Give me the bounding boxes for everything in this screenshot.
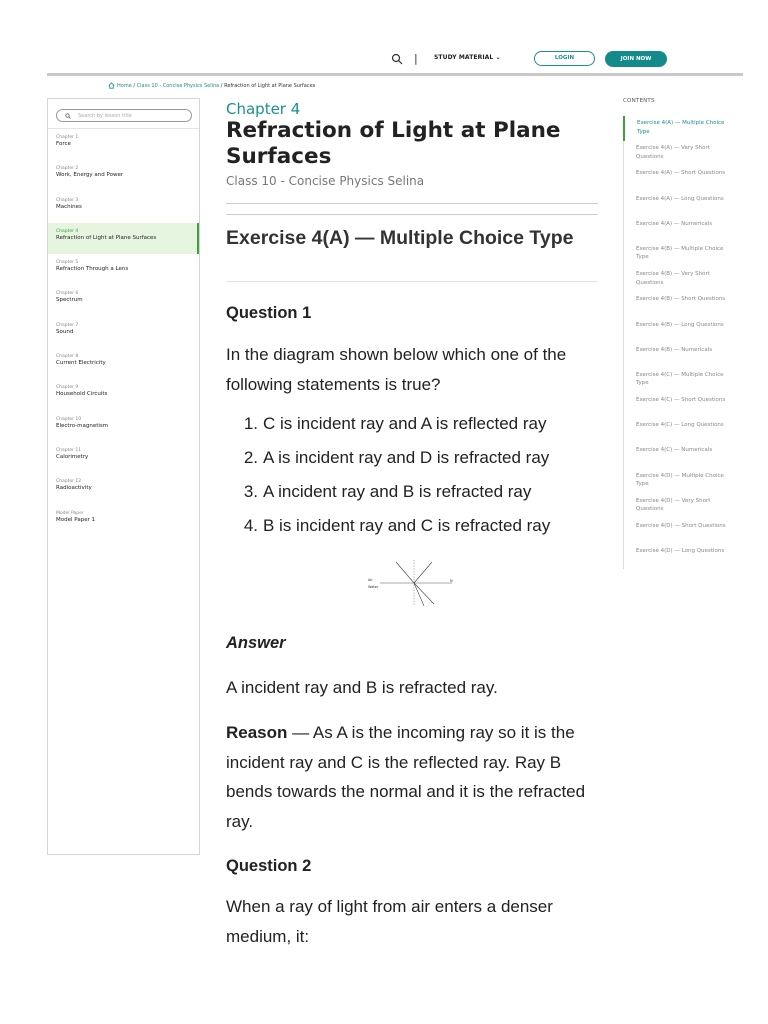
question-1-text: In the diagram shown below which one of the following statements is true? — [226, 345, 567, 394]
toc-item[interactable]: Exercise 4(C) — Numericals — [636, 447, 713, 454]
option-text: A incident ray and B is refracted ray — [263, 482, 532, 501]
header-divider — [47, 73, 743, 76]
chapter-number: Chapter 11 — [56, 447, 82, 453]
contents-heading: CONTENTS — [623, 98, 655, 104]
sidebar-item-chapter-1[interactable] — [48, 129, 199, 160]
home-icon[interactable] — [108, 82, 115, 89]
chapter-name: Spectrum — [56, 297, 83, 304]
sidebar-item-chapter-2[interactable] — [48, 160, 199, 191]
option-item: 1. C is incident ray and A is reflected ray — [243, 414, 547, 433]
toc-item[interactable]: Exercise 4(A) — Multiple Choice Type — [623, 116, 733, 141]
question-1-options — [226, 414, 598, 550]
sidebar-item-chapter-9[interactable] — [48, 379, 199, 410]
chapter-name: Machines — [56, 203, 82, 210]
chapter-number: Chapter 12 — [56, 479, 82, 485]
chapter-number: Chapter 5 — [56, 260, 79, 266]
chapter-list — [48, 128, 199, 536]
toc-item[interactable]: Exercise 4(C) — Multiple Choice Type — [636, 371, 724, 387]
nav-separator: | — [414, 52, 418, 65]
toc-item[interactable]: Exercise 4(A) — Very Short Questions — [636, 145, 710, 160]
chapter-number: Chapter 3 — [56, 197, 79, 203]
toc-item[interactable]: Exercise 4(B) — Numericals — [636, 346, 713, 353]
diagram-label-air: Air — [368, 578, 373, 582]
reason-body: — As A is the incoming ray so it is the incident ray and C is the reflected ray. Ray B bends towards the normal and it is the refracted ray. — [226, 723, 586, 831]
toc-item[interactable]: Exercise 4(D) — Long Questions — [636, 548, 725, 555]
option-text: B is incident ray and C is refracted ray — [263, 516, 551, 535]
sidebar-item-chapter-12[interactable] — [48, 473, 199, 504]
chapter-number: Chapter 7 — [56, 322, 79, 328]
chapter-name: Model Paper 1 — [56, 516, 96, 523]
toc-item[interactable]: Exercise 4(B) — Very Short Questions — [636, 271, 710, 286]
breadcrumb — [108, 82, 315, 89]
toc-item[interactable]: Exercise 4(A) — Long Questions — [636, 195, 724, 202]
study-material-menu[interactable]: STUDY MATERIAL ⌄ — [434, 54, 501, 61]
toc-item[interactable]: Exercise 4(C) — Long Questions — [636, 422, 724, 429]
toc-item[interactable]: Exercise 4(B) — Multiple Choice Type — [636, 245, 724, 261]
question-2-text: When a ray of light from air enters a denser medium, it: — [226, 897, 553, 946]
exercise-title: Exercise 4(A) — Multiple Choice Type — [226, 227, 574, 249]
question-1-heading: Question 1 — [226, 304, 312, 322]
chapter-number: Chapter 10 — [56, 416, 82, 422]
chapter-label: Chapter 4 — [226, 100, 301, 118]
sidebar-item-chapter-3[interactable] — [48, 192, 199, 223]
divider — [226, 281, 598, 282]
search-placeholder: Search by lesson title — [78, 113, 132, 119]
option-item: 2. A is incident ray and D is refracted ray — [243, 448, 550, 467]
page-title: Refraction of Light at Plane Surfaces — [226, 118, 561, 169]
chapter-name: Sound — [56, 328, 74, 335]
toc-item[interactable]: Exercise 4(D) — Short Questions — [636, 523, 726, 529]
chapter-number: Chapter 2 — [56, 166, 79, 172]
page-subtitle: Class 10 - Concise Physics Selina — [226, 174, 425, 188]
login-button[interactable]: LOGIN — [534, 51, 595, 66]
breadcrumb-home[interactable]: Home — [117, 83, 132, 89]
toc-item[interactable]: Exercise 4(B) — Long Questions — [636, 321, 724, 328]
option-text: A is incident ray and D is refracted ray — [263, 448, 550, 467]
sidebar-item-chapter-10[interactable] — [48, 411, 199, 442]
chapter-name: Force — [56, 141, 71, 147]
contents-list — [623, 116, 733, 569]
divider — [226, 214, 598, 215]
breadcrumb-sep: / — [219, 83, 225, 89]
toc-item[interactable]: Exercise 4(A) — Numericals — [636, 220, 713, 227]
chapter-number: Chapter 1 — [56, 135, 79, 140]
question-2-heading: Question 2 — [226, 857, 312, 875]
sidebar-item-chapter-7[interactable] — [48, 317, 199, 348]
breadcrumb-class[interactable]: Class 10 - Concise Physics Selina — [136, 83, 220, 89]
chapter-sidebar — [47, 98, 200, 855]
search-icon — [65, 113, 71, 119]
join-now-button[interactable]: JOIN NOW — [605, 51, 667, 67]
option-text: C is incident ray and A is reflected ray — [263, 414, 547, 433]
answer-heading: Answer — [226, 634, 286, 652]
sidebar-item-chapter-5[interactable] — [48, 254, 199, 285]
chapter-number: Model Paper — [56, 510, 84, 516]
toc-item[interactable]: Exercise 4(D) — Very Short Questions — [636, 497, 711, 513]
option-item: 3. A incident ray and B is refracted ray — [243, 482, 532, 501]
diagram-label-water: Water — [368, 585, 379, 589]
chapter-name: Radioactivity — [56, 485, 92, 492]
search-icon[interactable] — [391, 53, 403, 65]
sidebar-item-chapter-6[interactable] — [48, 285, 199, 316]
sidebar-item-chapter-8[interactable] — [48, 348, 199, 379]
top-header — [0, 0, 768, 74]
lesson-search-input[interactable] — [56, 109, 192, 122]
answer-text: A incident ray and B is refracted ray. — [226, 678, 498, 697]
chapter-number: Chapter 8 — [56, 354, 79, 360]
divider — [226, 203, 598, 204]
toc-item[interactable]: Exercise 4(C) — Short Questions — [636, 397, 726, 404]
diagram-label-n: N — [450, 579, 453, 583]
breadcrumb-current: Refraction of Light at Plane Surfaces — [224, 83, 316, 89]
chapter-name: Refraction of Light at Plane Surfaces — [56, 234, 157, 241]
refraction-diagram — [366, 558, 456, 608]
toc-item[interactable]: Exercise 4(D) — Multiple Choice Type — [636, 472, 724, 488]
toc-item[interactable]: Exercise 4(A) — Short Questions — [636, 170, 726, 177]
chapter-name: Refraction Through a Lens — [56, 266, 129, 273]
reason-label: Reason — [226, 723, 288, 742]
reason-text — [226, 718, 598, 836]
chapter-number: Chapter 9 — [56, 385, 79, 391]
chapter-name: Household Circuits — [56, 391, 108, 398]
sidebar-item-model-paper[interactable] — [48, 505, 199, 536]
sidebar-item-chapter-4[interactable] — [48, 223, 199, 254]
toc-item[interactable]: Exercise 4(B) — Short Questions — [636, 296, 726, 303]
chapter-name: Current Electricity — [56, 360, 106, 367]
chapter-name: Electro-magnetism — [56, 422, 109, 429]
breadcrumb-sep: / — [131, 83, 137, 89]
chapter-name: Calorimetry — [56, 453, 89, 460]
chapter-number: Chapter 4 — [56, 228, 79, 234]
chapter-name: Work, Energy and Power — [56, 172, 124, 179]
option-item: 4. B is incident ray and C is refracted ray — [243, 516, 551, 535]
sidebar-item-chapter-11[interactable] — [48, 442, 199, 473]
chapter-number: Chapter 6 — [56, 291, 79, 297]
